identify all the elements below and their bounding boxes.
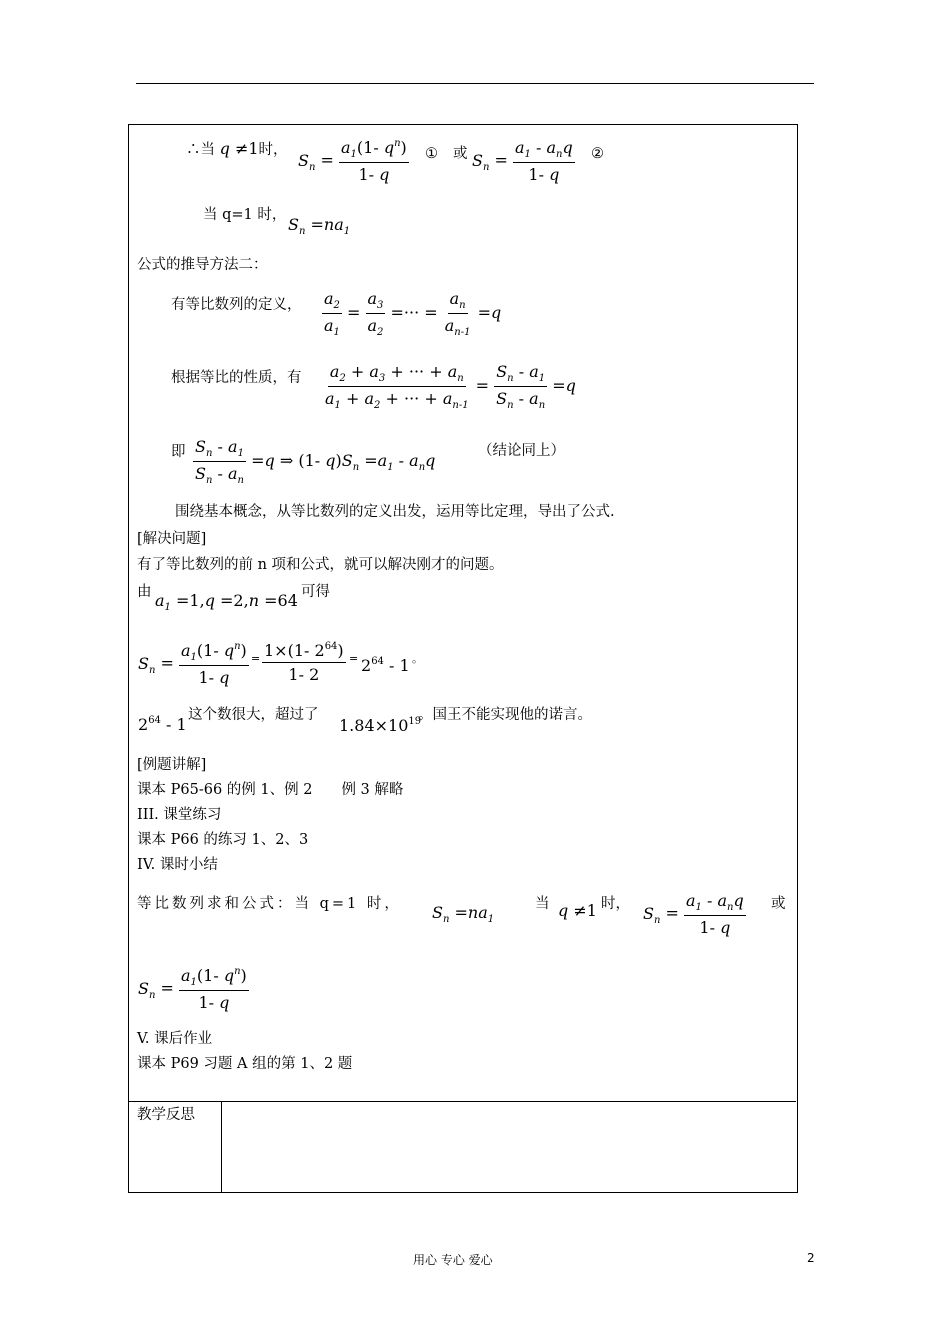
heading-section-3: III. 课堂练习 <box>137 807 222 823</box>
page-number: 2 <box>807 1251 815 1265</box>
text-summary-sentence: 围绕基本概念，从等比数列的定义出发，运用等比定理，导出了公式. <box>175 504 615 520</box>
formula-1-84e19: $1.84\times 10^{19}$ <box>339 716 422 735</box>
text-number-is-large: 这个数很大，超过了 <box>188 707 319 723</box>
text-with-formula: 有了等比数列的前 n 项和公式，就可以解决刚才的问题。 <box>137 557 504 573</box>
heading-examples: [例题讲解] <box>137 757 207 773</box>
text-summary-formula-label: 等比数列求和公式：当 q=1 时， <box>137 896 402 912</box>
text-shi-2: 时， <box>601 896 630 912</box>
sum-formula-1: $S_n$ = $\frac{a_1(1- q^n)}{1- q}$ <box>298 138 407 184</box>
label-circle-2: ② <box>591 146 604 162</box>
text-shi: 时， <box>258 142 288 158</box>
text-examples: 课本 P65-66 的例 1、例 2 例 3 解略 <box>137 782 404 798</box>
sum-formula-2: $S_n$ = $\frac{a_1 - a_nq}{1- q}$ <box>472 138 573 184</box>
formula-ratio-property: $\frac{a_2 + a_3 + \cdot\cdot\cdot + a_n}{a_1 + a_2 + \cdot\cdot\cdot + a_{n-1}}$ = $\frac{S_n - a_1}{S_n - a_n}$ =q <box>325 362 576 411</box>
text-by-property: 根据等比的性质，有 <box>171 370 302 386</box>
text-homework: 课本 P69 习题 A 组的第 1、2 题 <box>137 1056 353 1072</box>
text-method-2: 公式的推导方法二： <box>137 257 268 273</box>
formula-result: $2^{64} - 1$ <box>361 656 410 675</box>
formula-substituted: $\frac{1\times(1- 2^{64})}{1- 2}$ <box>264 641 344 684</box>
text-equals-1: = <box>251 652 261 665</box>
text-period: 。 <box>412 652 423 665</box>
formula-given-values: $a_1 =1,q =2,n =64$ <box>155 591 298 613</box>
formula-sn-na1: $S_n =na_1$ <box>288 215 351 237</box>
text-huo-1: 或 <box>453 146 468 162</box>
formula-ratio-definition: $\frac{a_2}{a_1}$ = $\frac{a_3}{a_2}$ =··· = $\frac{a_n}{a_{n-1}}$ =q <box>324 289 502 338</box>
table-cell-reflection-content <box>222 1102 795 1191</box>
heading-section-4: IV. 课时小结 <box>137 857 218 873</box>
formula-computation: $S_n$ = $\frac{a_1(1- q^n)}{1- q}$ <box>138 641 247 687</box>
text-same-conclusion: （结论同上） <box>478 443 565 459</box>
heading-section-5: V. 课后作业 <box>137 1031 213 1047</box>
text-when-q-eq-1: 当 q=1 时， <box>203 207 287 223</box>
text-dang: 当 <box>535 896 550 912</box>
text-you: 由 <box>137 584 152 600</box>
text-ji: 即 <box>171 444 186 460</box>
text-exercises: 课本 P66 的练习 1、2、3 <box>137 832 309 848</box>
text-therefore-when: ∴当 <box>186 142 215 158</box>
footer-motto: 用心 专心 爱心 <box>413 1253 493 1267</box>
formula-summary-1: $S_n$ = $\frac{a_1(1- q^n)}{1- q}$ <box>138 966 247 1012</box>
formula-conclusion: $\frac{S_n - a_1}{S_n - a_n}$ =q ⇒ (1- $q)S_n =a_1 - a_nq$ <box>195 437 436 486</box>
header-rule <box>136 83 814 84</box>
text-ke-de: 可得 <box>301 584 330 600</box>
table-cell-reflection-label: 教学反思 <box>137 1107 195 1123</box>
label-circle-1: ① <box>425 146 438 162</box>
formula-q-neq-1: q ≠1 <box>558 901 597 920</box>
formula-summary-2: $S_n$ = $\frac{a_1 - a_nq}{1- q}$ <box>643 891 744 937</box>
text-equals-2: = <box>349 652 359 665</box>
formula-line-1: ∴当 q ≠1时， <box>186 139 288 158</box>
formula-2-64-minus-1: $2^{64} - 1$ <box>138 715 187 734</box>
heading-solve-problem: [解决问题] <box>137 531 207 547</box>
text-king-cannot: 。国王不能实现他的诺言。 <box>418 707 592 723</box>
formula-summary-q1: $S_n =na_1$ <box>432 903 495 925</box>
text-huo-2: 或 <box>771 896 786 912</box>
text-by-definition: 有等比数列的定义， <box>171 297 302 313</box>
